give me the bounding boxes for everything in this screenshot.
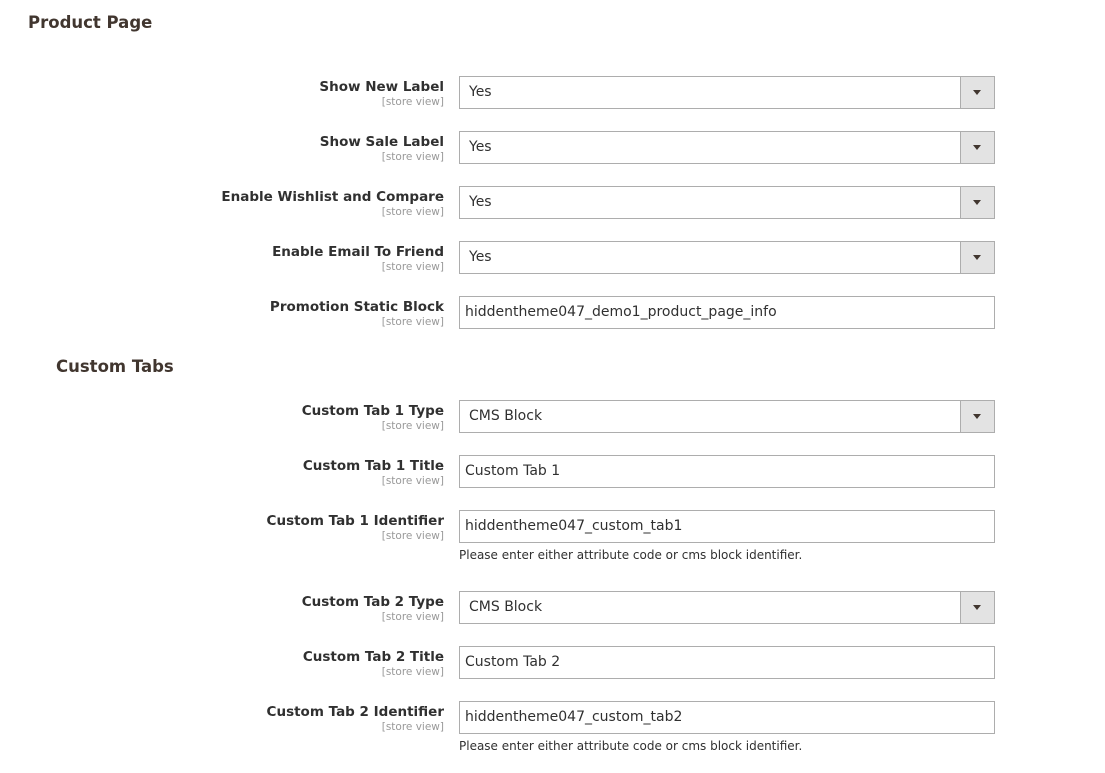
- chevron-down-icon: [973, 605, 981, 610]
- custom-tab-2-identifier-input[interactable]: [459, 701, 995, 734]
- input-value: hiddentheme047_demo1_product_page_info: [465, 304, 777, 320]
- input-value: Custom Tab 1: [465, 463, 561, 479]
- input-value: hiddentheme047_custom_tab2: [465, 709, 683, 725]
- selected-value: Yes: [469, 139, 492, 155]
- enable-email-to-friend-select[interactable]: [459, 241, 995, 274]
- chevron-down-icon: [973, 255, 981, 260]
- scope-label: [store view]: [381, 666, 444, 678]
- scope-label: [store view]: [381, 151, 444, 163]
- field-row-custom-tab-1-type: [0, 400, 1105, 433]
- field-label: Promotion Static Block: [269, 299, 444, 315]
- scope-label: [store view]: [381, 206, 444, 218]
- scope-label: [store view]: [381, 261, 444, 273]
- scope-label: [store view]: [381, 530, 444, 542]
- field-label: Show New Label: [319, 79, 444, 95]
- field-label: Custom Tab 1 Identifier: [266, 513, 444, 529]
- chevron-down-icon: [973, 145, 981, 150]
- field-row-custom-tab-2-identifier: [0, 701, 1105, 734]
- scope-label: [store view]: [381, 316, 444, 328]
- custom-tab-1-title-input[interactable]: [459, 455, 995, 488]
- chevron-down-icon: [973, 200, 981, 205]
- field-label: Custom Tab 2 Type: [301, 594, 444, 610]
- field-label: Custom Tab 1 Title: [302, 458, 444, 474]
- field-row-enable-email-to-friend: [0, 241, 1105, 274]
- field-row-custom-tab-2-type: [0, 591, 1105, 624]
- scope-label: [store view]: [381, 96, 444, 108]
- custom-tab-2-type-select[interactable]: [459, 591, 995, 624]
- selected-value: Yes: [469, 84, 492, 100]
- section-title-product-page: Product Page: [28, 13, 153, 32]
- promotion-static-block-input[interactable]: [459, 296, 995, 329]
- scope-label: [store view]: [381, 475, 444, 487]
- field-row-custom-tab-1-identifier: [0, 510, 1105, 543]
- field-row-custom-tab-2-title: [0, 646, 1105, 679]
- input-value: hiddentheme047_custom_tab1: [465, 518, 683, 534]
- dropdown-toggle[interactable]: [960, 132, 994, 163]
- field-row-show-new-label: [0, 76, 1105, 109]
- section-title-custom-tabs: Custom Tabs: [56, 357, 174, 376]
- dropdown-toggle[interactable]: [960, 187, 994, 218]
- custom-tab-2-title-input[interactable]: [459, 646, 995, 679]
- selected-value: CMS Block: [469, 408, 543, 424]
- field-row-show-sale-label: [0, 131, 1105, 164]
- selected-value: CMS Block: [469, 599, 543, 615]
- scope-label: [store view]: [381, 420, 444, 432]
- dropdown-toggle[interactable]: [960, 592, 994, 623]
- show-sale-label-select[interactable]: [459, 131, 995, 164]
- field-row-promotion-static-block: [0, 296, 1105, 329]
- field-label: Custom Tab 2 Title: [302, 649, 444, 665]
- field-row-custom-tab-1-title: [0, 455, 1105, 488]
- field-label: Enable Wishlist and Compare: [221, 189, 444, 205]
- show-new-label-select[interactable]: [459, 76, 995, 109]
- field-note: Please enter either attribute code or cms block identifier.: [459, 739, 803, 753]
- field-label: Custom Tab 2 Identifier: [266, 704, 444, 720]
- custom-tab-1-identifier-input[interactable]: [459, 510, 995, 543]
- field-label: Show Sale Label: [319, 134, 444, 150]
- field-row-enable-wishlist-compare: [0, 186, 1105, 219]
- field-label: Enable Email To Friend: [272, 244, 444, 260]
- scope-label: [store view]: [381, 611, 444, 623]
- input-value: Custom Tab 2: [465, 654, 561, 670]
- dropdown-toggle[interactable]: [960, 77, 994, 108]
- custom-tab-1-type-select[interactable]: [459, 400, 995, 433]
- dropdown-toggle[interactable]: [960, 242, 994, 273]
- field-note: Please enter either attribute code or cms block identifier.: [459, 548, 803, 562]
- enable-wishlist-compare-select[interactable]: [459, 186, 995, 219]
- selected-value: Yes: [469, 249, 492, 265]
- field-label: Custom Tab 1 Type: [301, 403, 444, 419]
- scope-label: [store view]: [381, 721, 444, 733]
- chevron-down-icon: [973, 414, 981, 419]
- chevron-down-icon: [973, 90, 981, 95]
- selected-value: Yes: [469, 194, 492, 210]
- dropdown-toggle[interactable]: [960, 401, 994, 432]
